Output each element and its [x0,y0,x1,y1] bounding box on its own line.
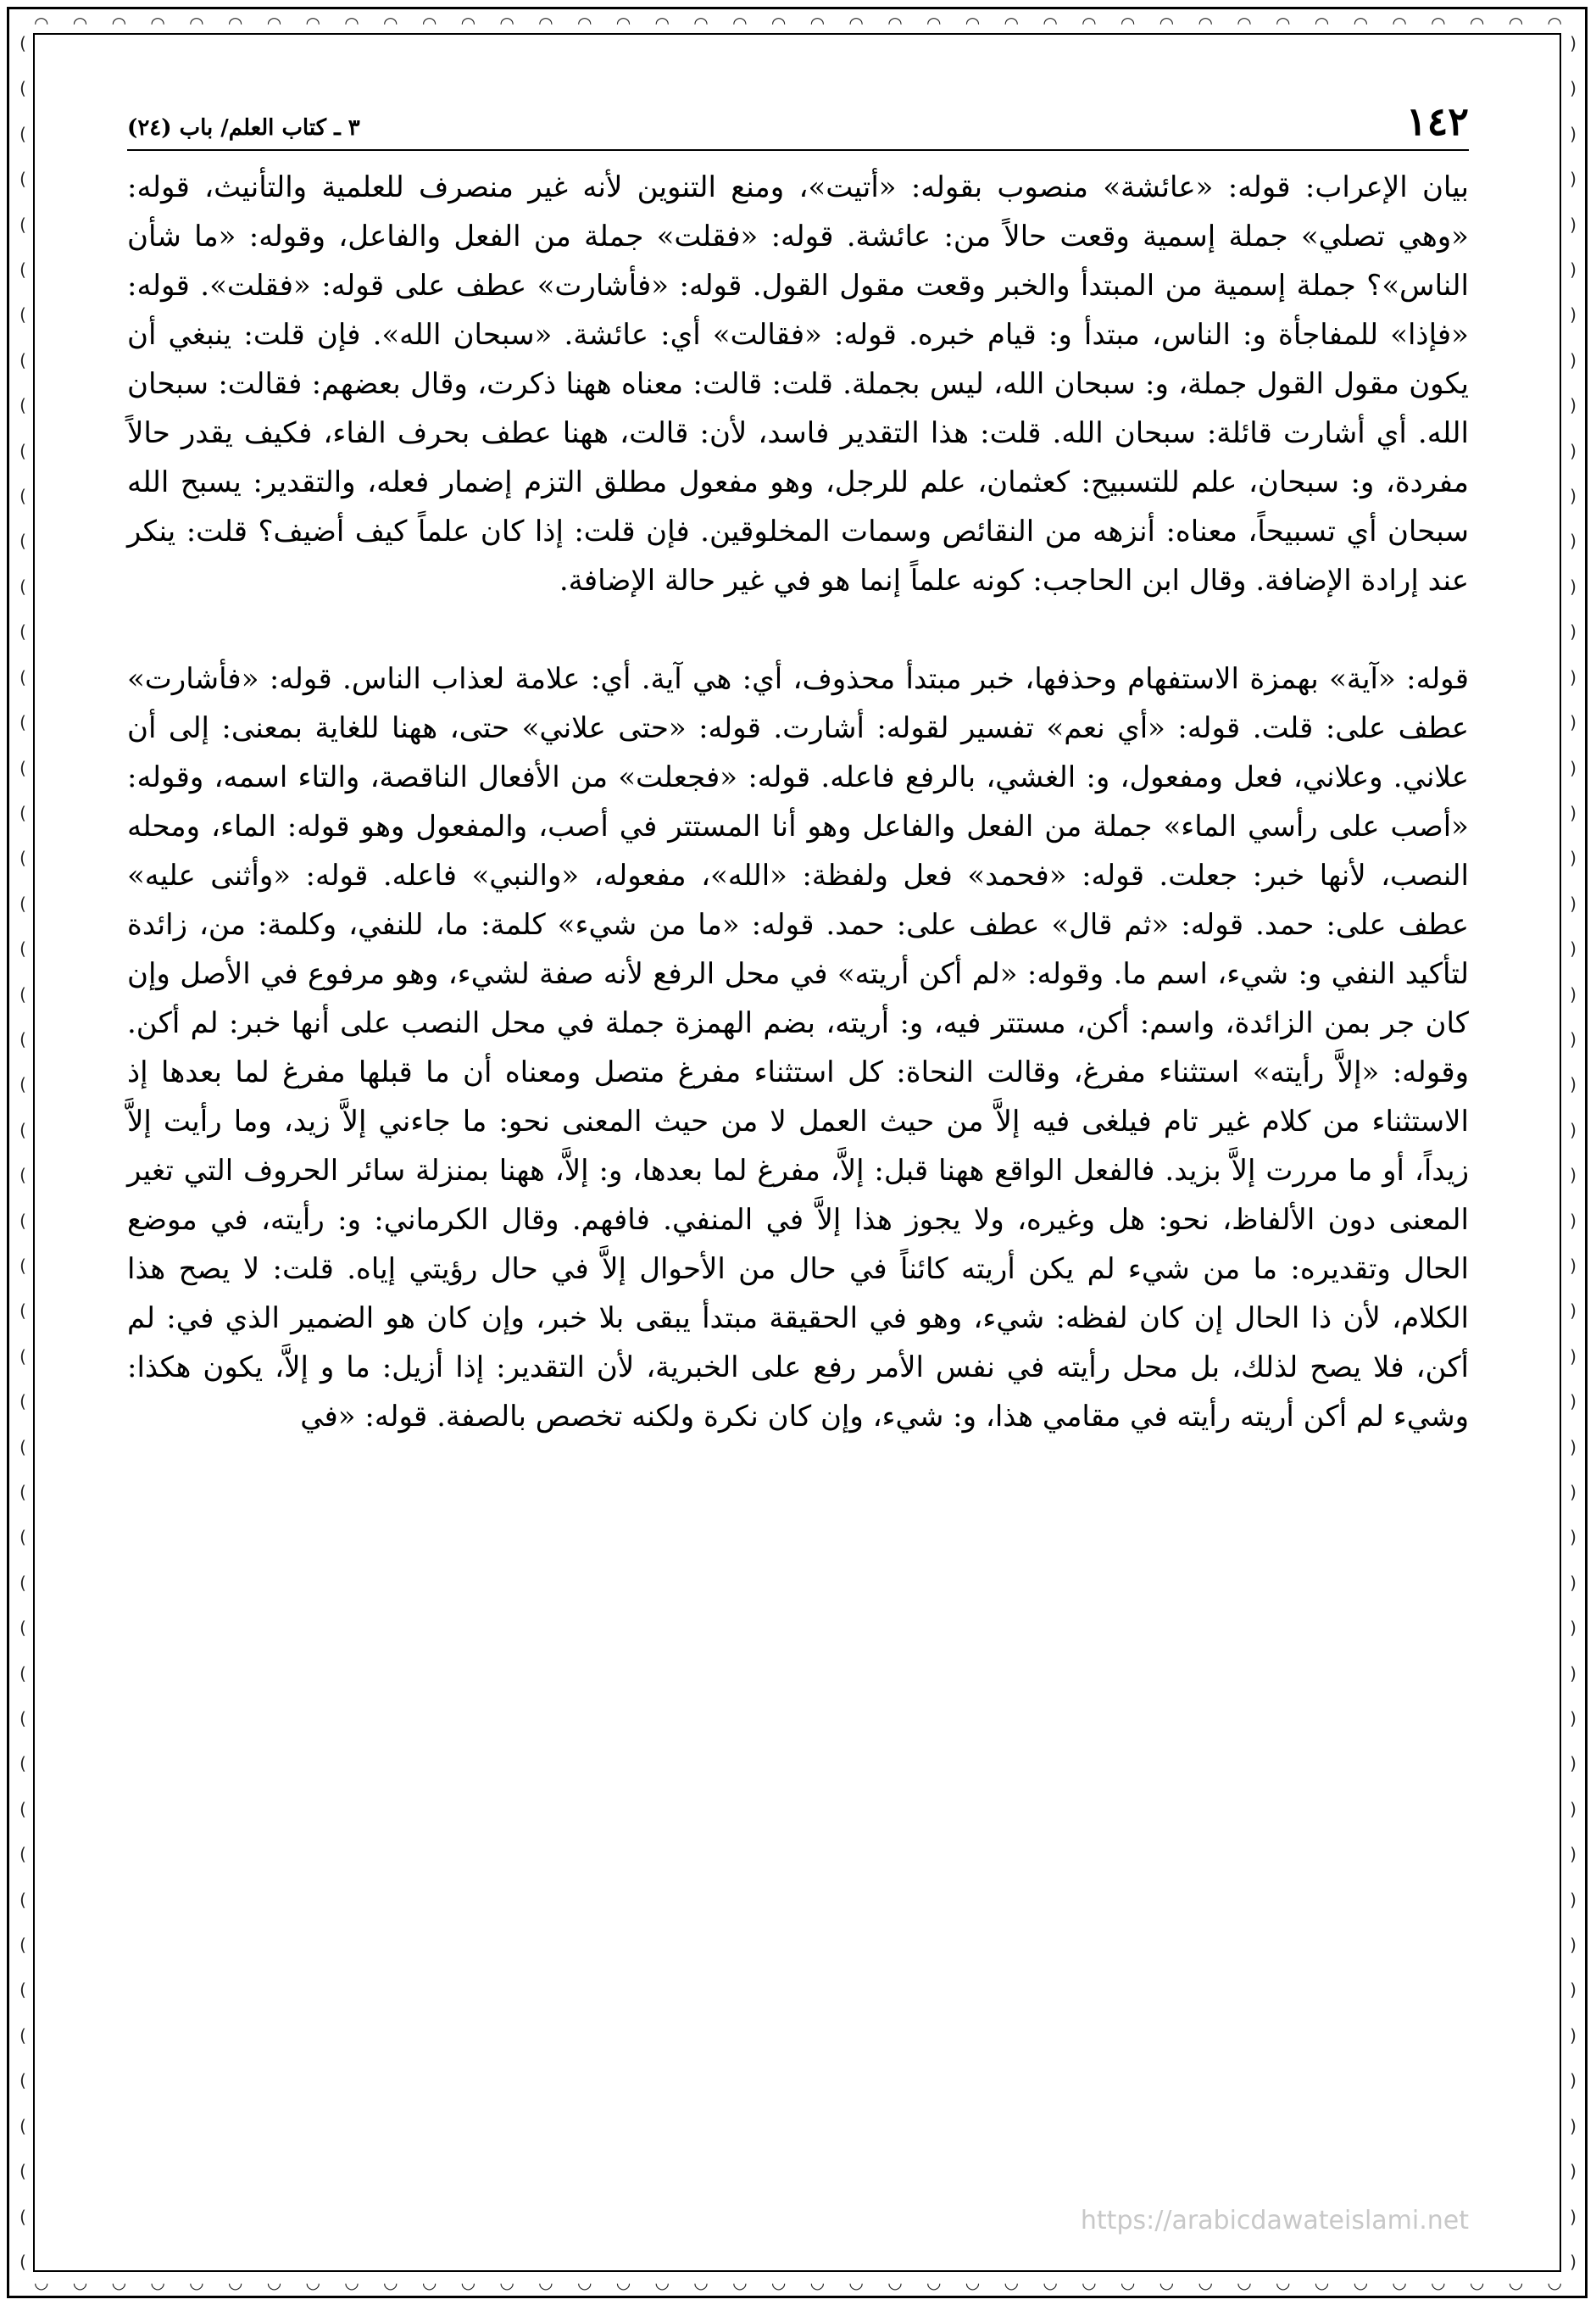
bottom-ornament-border: ◡ ◡ ◡ ◡ ◡ ◡ ◡ ◡ ◡ ◡ ◡ ◡ ◡ ◡ ◡ ◡ ◡ ◡ ◡ ◡ ◡ ◡ ◡ ◡ ◡ ◡ ◡ ◡ ◡ ◡ ◡ ◡ ◡ ◡ ◡ ◡ ◡ ◡ ◡ ◡ [34,2272,1562,2292]
running-head: ٣ ـ كتاب العلم/ باب (٢٤) [127,115,360,141]
body-text [127,163,1469,1441]
paragraph: بيان الإعراب: قوله: «عائشة» منصوب بقوله: «أتيت»، ومنع التنوين لأنه غير منصرف للعلمية والتأنيث، قوله: «وهي تصلي» جملة إسمية وقعت حالاً من: عائشة. قوله: «فقلت» جملة من الفعل والفاعل، وقوله: «ما شأن الناس»؟ جملة إسمية من المبتدأ والخبر وقعت مقول القول. قوله: «فأشارت» عطف على قوله: «فقلت». قوله: «فإذا» للمفاجأة و: الناس، مبتدأ و: قيام خبره. قوله: «فقالت» أي: عائشة. «سبحان الله». فإن قلت: ينبغي أن يكون مقول القول جملة، و: سبحان الله، ليس بجملة. قلت: قالت: معناه ههنا ذكرت، وقال بعضهم: فقالت: سبحان الله. أي أشارت قائلة: سبحان الله. قلت: هذا التقدير فاسد، لأن: قالت، ههنا عطف بحرف الفاء، فكيف يقدر حالاً مفردة، و: سبحان، علم للتسبيح: كعثمان، علم للرجل، وهو مفعول مطلق التزم إضمار فعله، والتقدير: يسبح الله سبحان أي تسبيحاً، معناه: أنزهه من النقائص وسمات المخلوقين. فإن قلت: إذا كان علماً كيف أضيف؟ قلت: ينكر عند إرادة الإضافة. وقال ابن الحاجب: كونه علماً إنما هو في غير حالة الإضافة. [127,170,1469,598]
top-ornament-border: ◠ ◠ ◠ ◠ ◠ ◠ ◠ ◠ ◠ ◠ ◠ ◠ ◠ ◠ ◠ ◠ ◠ ◠ ◠ ◠ ◠ ◠ ◠ ◠ ◠ ◠ ◠ ◠ ◠ ◠ ◠ ◠ ◠ ◠ ◠ ◠ ◠ ◠ ◠ ◠ [34,13,1562,33]
page-content [127,98,1470,2229]
right-ornament-border: ) ) ) ) ) ) ) ) ) ) ) ) ) ) ) ) ) ) ) ) ) ) ) ) ) ) ) ) ) ) ) ) ) ) ) ) ) ) ) ) ) ) ) ) ) ) ) ) ) ) [1570,34,1577,2271]
watermark-url: https://arabicdawateislami.net [1080,2206,1469,2235]
page-number: ١٤٢ [1405,98,1469,144]
page-header [127,98,1469,151]
paragraph: قوله: «آية» بهمزة الاستفهام وحذفها، خبر مبتدأ محذوف، أي: هي آية. أي: علامة لعذاب الناس. قوله: «فأشارت» عطف على: قلت. قوله: «أي نعم» تفسير لقوله: أشارت. قوله: «حتى علاني» حتى، ههنا للغاية بمعنى: إلى أن علاني. وعلاني، فعل ومفعول، و: الغشي، بالرفع فاعله. قوله: «فجعلت» من الأفعال الناقصة، والتاء اسمه، وقوله: «أصب على رأسي الماء» جملة من الفعل والفاعل وهو أنا المستتر في أصب، والمفعول وهو قوله: الماء، ومحله النصب، لأنها خبر: جعلت. قوله: «فحمد» فعل ولفظة: «الله»، مفعوله، «والنبي» فاعله. قوله: «وأثنى عليه» عطف على: حمد. قوله: «ثم قال» عطف على: حمد. قوله: «ما من شيء» كلمة: ما، للنفي، وكلمة: من، زائدة لتأكيد النفي و: شيء، اسم ما. وقوله: «لم أكن أريته» في محل الرفع لأنه صفة لشيء، وهو مرفوع في الأصل وإن كان جر بمن الزائدة، واسم: أكن، مستتر فيه، و: أريته، بضم الهمزة جملة في محل النصب على أنها خبر: لم أكن. وقوله: «إلاَّ رأيته» استثناء مفرغ، وقالت النحاة: كل استثناء مفرغ متصل ومعناه أن ما قبلها مفرغ لما بعدها إذ الاستثناء من كلام غير تام فيلغى فيه إلاَّ من حيث العمل لا من حيث المعنى نحو: ما جاءني إلاَّ زيد، وما رأيت إلاَّ زيداً، أو ما مررت إلاَّ بزيد. فالفعل الواقع ههنا قبل: إلاَّ، مفرغ لما بعدها، و: إلاَّ، ههنا بمنزلة سائر الحروف التي تغير المعنى دون الألفاظ، نحو: هل وغيره، ولا يجوز هذا إلاَّ في المنفي. فافهم. وقال الكرماني: و: رأيته، في موضع الحال وتقديره: ما من شيء لم يكن أريته كائناً في حال من الأحوال إلاَّ في حال رؤيتي إياه. قلت: لا يصح هذا الكلام، لأن ذا الحال إن كان لفظه: شيء، وهو في الحقيقة مبتدأ يبقى بلا خبر، وإن كان هو الضمير الذي في: لم أكن، فلا يصح لذلك، بل محل رأيته في نفس الأمر رفع على الخبرية، لأن التقدير: إذا أزيل: ما و إلاَّ، يكون هكذا: وشيء لم أكن أريته رأيته في مقامي هذا، و: شيء، وإن كان نكرة ولكنه تخصص بالصفة. قوله: «في [127,662,1470,1434]
paragraph-gap [127,605,1469,654]
left-ornament-border: ( ( ( ( ( ( ( ( ( ( ( ( ( ( ( ( ( ( ( ( ( ( ( ( ( ( ( ( ( ( ( ( ( ( ( ( ( ( ( ( ( ( ( ( ( ( ( ( ( ( [19,34,26,2271]
